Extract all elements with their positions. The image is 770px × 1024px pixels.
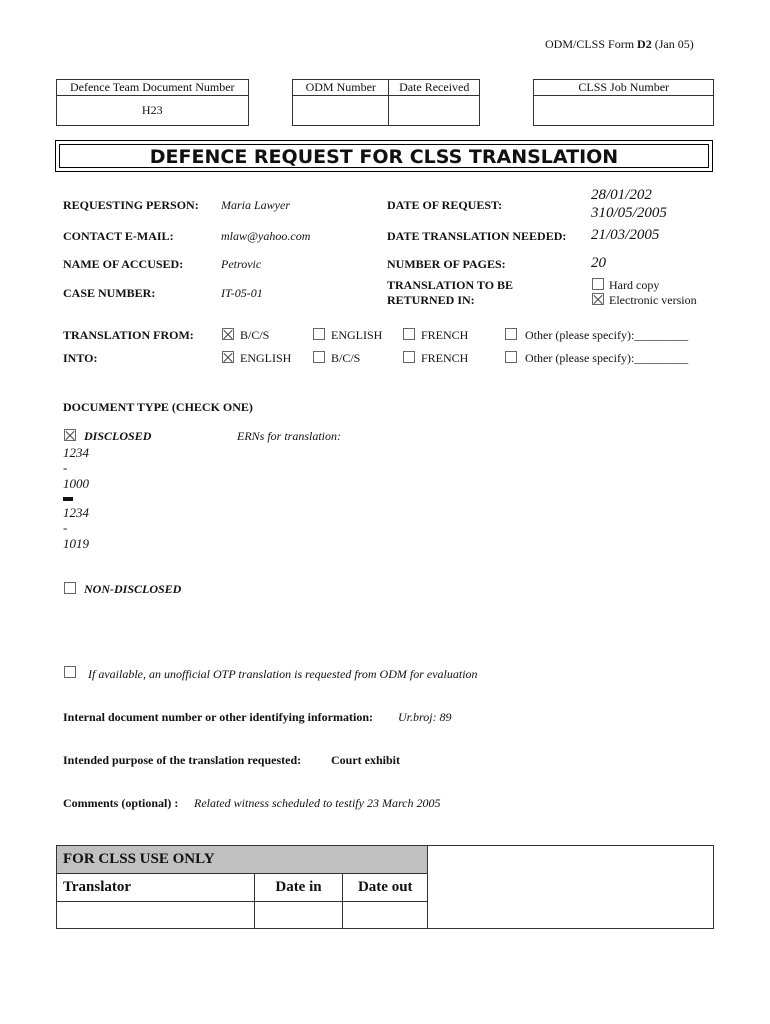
title-box: [55, 140, 713, 172]
contact-email-label: CONTACT E-MAIL:: [63, 229, 174, 243]
hard-copy-checkbox[interactable]: [592, 278, 604, 290]
non-disclosed-checkbox[interactable]: [64, 582, 76, 594]
date-out-header: Date out: [343, 874, 428, 902]
electronic-checkbox[interactable]: [592, 293, 604, 305]
into-bcs-checkbox[interactable]: [313, 351, 325, 363]
odm-number-value[interactable]: [293, 96, 389, 126]
header-gap-1b: [248, 96, 293, 126]
defence-doc-value[interactable]: H23: [57, 96, 249, 126]
disclosed-checkbox[interactable]: [64, 429, 76, 441]
returned-label-line-2: RETURNED IN:: [387, 293, 475, 307]
form-ref-code: D2: [637, 37, 652, 51]
date-received-label: Date Received: [389, 80, 480, 96]
ern-line: -: [63, 460, 68, 475]
into-english-label: ENGLISH: [240, 351, 292, 365]
returned-label-line-1: TRANSLATION TO BE: [387, 278, 514, 292]
from-english-checkbox[interactable]: [313, 328, 325, 340]
case-number-value[interactable]: IT-05-01: [221, 286, 263, 300]
document-type-heading: DOCUMENT TYPE (CHECK ONE): [63, 400, 253, 414]
clss-use-heading: FOR CLSS USE ONLY: [57, 846, 428, 874]
returned-label: [387, 278, 513, 308]
purpose-label: Intended purpose of the translation requested:: [63, 753, 302, 767]
pages-label: NUMBER OF PAGES:: [387, 257, 506, 271]
date-needed-value[interactable]: 21/03/2005: [591, 227, 660, 243]
clss-job-value[interactable]: [534, 96, 714, 126]
date-request-value-2[interactable]: 310/05/2005: [591, 205, 667, 221]
defence-doc-label: Defence Team Document Number: [57, 80, 249, 96]
from-bcs-label: B/C/S: [240, 328, 270, 342]
header-gap-2b: [479, 96, 533, 126]
date-in-cell[interactable]: [254, 902, 342, 929]
translation-from-label: TRANSLATION FROM:: [63, 328, 194, 342]
from-french-label: FRENCH: [421, 328, 469, 342]
date-out-cell[interactable]: [343, 902, 428, 929]
into-french-label: FRENCH: [421, 351, 469, 365]
ern-line: 1234: [63, 505, 89, 520]
translator-cell[interactable]: [57, 902, 255, 929]
ern-line: 1000: [63, 476, 89, 491]
contact-email-value[interactable]: mlaw@yahoo.com: [221, 229, 311, 243]
non-disclosed-label: NON-DISCLOSED: [84, 582, 182, 596]
date-request-value-1[interactable]: 28/01/202: [591, 187, 652, 203]
otp-note: If available, an unofficial OTP translation is requested from ODM for evaluation: [88, 667, 478, 681]
form-ref-prefix: ODM/CLSS Form: [545, 37, 638, 51]
date-in-header: Date in: [254, 874, 342, 902]
otp-checkbox[interactable]: [64, 666, 76, 678]
ern-line: -: [63, 520, 68, 535]
accused-label: NAME OF ACCUSED:: [63, 257, 184, 271]
accused-value[interactable]: Petrovic: [221, 257, 262, 271]
date-needed-label: DATE TRANSLATION NEEDED:: [387, 229, 567, 243]
date-received-value[interactable]: [389, 96, 480, 126]
header-table: [56, 79, 714, 126]
form-ref-suffix: (Jan 05): [651, 37, 694, 51]
ern-line: 1234: [63, 445, 89, 460]
case-number-label: CASE NUMBER:: [63, 286, 156, 300]
into-english-checkbox[interactable]: [222, 351, 234, 363]
from-bcs-checkbox[interactable]: [222, 328, 234, 340]
into-bcs-label: B/C/S: [331, 351, 361, 365]
ern-line: 1019: [63, 536, 89, 551]
disclosed-label: DISCLOSED: [84, 429, 152, 443]
ern-separator-bar: [63, 497, 73, 501]
electronic-label: Electronic version: [609, 293, 697, 307]
into-french-checkbox[interactable]: [403, 351, 415, 363]
into-other-checkbox[interactable]: [505, 351, 517, 363]
requesting-person-value[interactable]: Maria Lawyer: [221, 198, 290, 212]
comments-value[interactable]: Related witness scheduled to testify 23 March 2005: [194, 796, 441, 810]
odm-number-label: ODM Number: [293, 80, 389, 96]
clss-job-label: CLSS Job Number: [534, 80, 714, 96]
header-gap-1: [248, 80, 293, 96]
internal-doc-label: Internal document number or other identifying information:: [63, 710, 374, 724]
from-french-checkbox[interactable]: [403, 328, 415, 340]
from-other-label: Other (please specify):_________: [525, 328, 689, 342]
header-gap-2: [479, 80, 533, 96]
erns-label: ERNs for translation:: [237, 429, 342, 443]
pages-value[interactable]: 20: [591, 255, 606, 271]
comments-label: Comments (optional) :: [63, 796, 179, 810]
date-request-label: DATE OF REQUEST:: [387, 198, 503, 212]
from-other-checkbox[interactable]: [505, 328, 517, 340]
page-title: DEFENCE REQUEST FOR CLSS TRANSLATION: [59, 144, 709, 168]
hard-copy-label: Hard copy: [609, 278, 660, 292]
clss-side-cell[interactable]: [428, 846, 714, 929]
from-english-label: ENGLISH: [331, 328, 383, 342]
into-label: INTO:: [63, 351, 98, 365]
requesting-person-label: REQUESTING PERSON:: [63, 198, 199, 212]
internal-doc-value[interactable]: Ur.broj: 89: [398, 710, 452, 724]
translator-header: Translator: [57, 874, 255, 902]
clss-use-table: [56, 845, 714, 929]
form-reference: [545, 37, 694, 52]
purpose-value[interactable]: Court exhibit: [331, 753, 400, 767]
into-other-label: Other (please specify):_________: [525, 351, 689, 365]
